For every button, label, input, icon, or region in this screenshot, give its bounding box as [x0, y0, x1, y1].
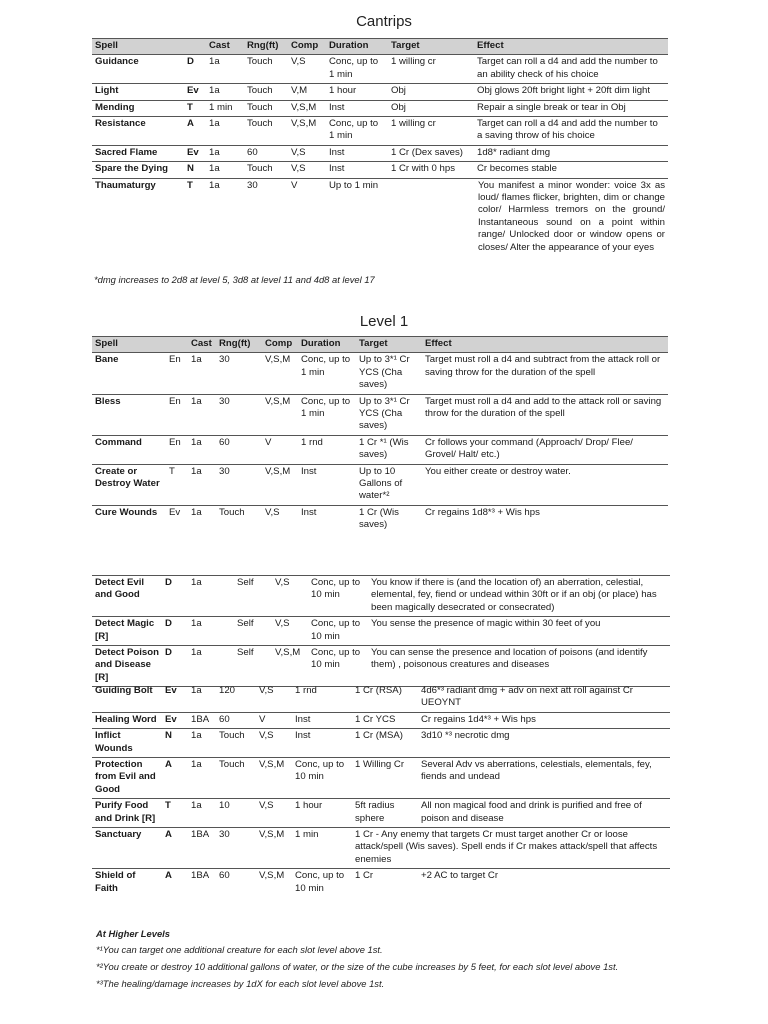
spell-name: Detect Evil and Good [95, 577, 145, 601]
spell-name: Create or Destroy Water [95, 465, 160, 490]
spell-comp: V [291, 179, 298, 191]
cantrips-footnote: *dmg increases to 2d8 at level 5, 3d8 at level 11 and 4d8 at level 17 [94, 274, 375, 285]
spell-comp: V,S,M [259, 759, 285, 771]
level1-header-row [92, 337, 668, 353]
spell-duration: Conc, up to 1 min [301, 395, 351, 420]
spell-comp: V,S [291, 163, 306, 175]
spell-effect: You can sense the presence and location of poisons (and identify them) , poisonous creatures and diseases [371, 647, 648, 671]
col-cast: Cast [206, 39, 244, 55]
spell-duration: 1 hour [295, 800, 323, 812]
table-row [92, 729, 670, 758]
spell-name: Command [95, 436, 142, 448]
col-comp: Comp [288, 39, 326, 55]
table-row [92, 464, 668, 505]
spell-cast: 1 min [209, 101, 233, 113]
table-row [92, 145, 668, 161]
spell-name: Cure Wounds [95, 506, 158, 518]
spell-range: Self [237, 577, 254, 588]
spell-cast: 1a [191, 354, 202, 366]
spell-duration: 1 hour [329, 85, 357, 97]
spell-effect: You sense the presence of magic within 30 feet of you [371, 618, 601, 630]
spell-comp: V,S [291, 56, 306, 68]
spell-school: T [169, 465, 175, 477]
spell-cast: 1a [209, 163, 220, 175]
spell-school: T [187, 101, 193, 113]
spell-effect: Target can roll a d4 and add the number to an ability check of his choice [477, 56, 658, 80]
spell-school: A [165, 870, 172, 882]
spell-name: Spare the Dying [95, 163, 169, 175]
spell-school: N [165, 730, 172, 742]
spell-range: Self [237, 647, 254, 659]
spell-effect: Cr regains 1d4*³ + Wis hps [421, 713, 536, 725]
spell-range: 30 [219, 465, 230, 477]
spell-comp: V,S [275, 618, 290, 630]
spell-name: Light [95, 85, 119, 97]
spell-comp: V,S [291, 146, 306, 158]
col-comp: Comp [262, 337, 298, 353]
table-row [92, 576, 670, 617]
spell-name: Bane [95, 354, 119, 366]
spell-comp: V,S,M [265, 395, 291, 407]
spell-duration: Inst [329, 163, 345, 175]
spell-duration: Inst [329, 146, 345, 158]
spell-target: 1 willing cr [391, 118, 436, 130]
spell-effect: Cr becomes stable [477, 163, 557, 175]
spell-school: A [187, 118, 194, 130]
spell-name: Mending [95, 101, 135, 113]
spell-school: D [165, 618, 172, 630]
table-row [92, 117, 668, 146]
spell-range: Self [237, 618, 254, 630]
table-row [92, 55, 668, 84]
table-row [92, 758, 670, 799]
spell-comp: V [259, 713, 266, 725]
col-range: Rng(ft) [244, 39, 288, 55]
spell-cast: 1a [191, 395, 202, 407]
spell-range: Touch [247, 56, 273, 68]
spell-target: Up to 10 Gallons of water*² [359, 465, 403, 502]
col-spell: Spell [92, 39, 184, 55]
spell-range: 30 [219, 395, 230, 407]
spell-effect: 1d8* radiant dmg [477, 146, 551, 158]
spell-range: Touch [247, 101, 273, 113]
spell-comp: V [265, 436, 272, 448]
table-row [92, 828, 670, 869]
spell-school: En [169, 354, 181, 366]
spell-school: Ev [165, 713, 177, 725]
spell-cast: 1a [191, 800, 202, 812]
table-row [92, 162, 668, 178]
spell-name: Guiding Bolt [95, 685, 153, 696]
col-effect: Effect [474, 39, 668, 55]
higher-levels-heading: At Higher Levels [96, 928, 170, 939]
spell-name: Guidance [95, 56, 139, 68]
col-target: Target [388, 39, 474, 55]
footnote-2: *²You create or destroy 10 additional gallons of water, or the size of the cube increases by 5 feet, for each slot level above 1st. [96, 961, 619, 972]
spell-target: Up to 3*¹ Cr YCS (Cha saves) [359, 395, 410, 432]
table-row [92, 435, 668, 464]
spell-comp: V,S [259, 800, 274, 812]
spell-range: 120 [219, 685, 236, 696]
table-row [92, 353, 668, 394]
spell-effect: Repair a single break or tear in Obj [477, 101, 626, 113]
spell-target: 1 willing cr [391, 56, 436, 68]
level1-cont-table-2 [92, 684, 670, 897]
col-school [166, 337, 188, 353]
spell-target: Obj [391, 101, 406, 113]
spell-range: 30 [219, 354, 230, 366]
spell-name: Purify Food and Drink [R] [95, 800, 156, 824]
spell-target: 1 Cr (Dex saves) [391, 146, 463, 158]
spell-duration: Inst [329, 101, 345, 113]
spell-name: Healing Word [95, 713, 157, 725]
spell-range: 60 [219, 870, 230, 882]
spell-duration: 1 min [295, 829, 319, 841]
spell-duration: Up to 1 min [329, 179, 379, 191]
spell-comp: V,M [291, 85, 308, 97]
spell-effect: Target can roll a d4 and add the number to a saving throw of his choice [477, 118, 658, 142]
spell-effect: 3d10 *³ necrotic dmg [421, 730, 510, 742]
spell-effect: +2 AC to target Cr [421, 870, 499, 882]
spell-cast: 1a [191, 759, 202, 771]
table-row [92, 505, 668, 533]
spell-duration: Conc, up to 10 min [295, 759, 345, 783]
spell-name: Sanctuary [95, 829, 142, 841]
spell-school: D [165, 577, 172, 588]
spell-name: Shield of Faith [95, 870, 136, 894]
spell-effect: Target must roll a d4 and subtract from the attack roll or saving throw for the duration of the spell [425, 354, 661, 378]
spell-range: 60 [219, 713, 230, 725]
spell-target: 5ft radius sphere [355, 800, 395, 824]
footnote-3: *³The healing/damage increases by 1dX for each slot level above 1st. [96, 978, 385, 989]
spell-range: Touch [247, 118, 273, 130]
spell-target: 1 Willing Cr [355, 759, 405, 771]
spell-duration: Inst [295, 730, 311, 742]
spell-target: 1 Cr (MSA) [355, 730, 403, 742]
spell-effect: Cr follows your command (Approach/ Drop/ Flee/ Grovel/ Halt/ etc.) [425, 436, 633, 461]
spell-comp: V,S,M [259, 870, 285, 882]
spell-range: 60 [247, 146, 258, 158]
spell-target: Obj [391, 85, 406, 97]
cantrips-header-row [92, 39, 668, 55]
spell-school: En [169, 436, 181, 448]
spell-effect: You know if there is (and the location of) an aberration, celestial, elemental, fey, fiend or undead within 30ft or if an obj (or place) has been magically desecrated or consecrated) [371, 577, 657, 613]
col-spell: Spell [92, 337, 166, 353]
col-range: Rng(ft) [216, 337, 262, 353]
level1-cont-table [92, 575, 670, 687]
spell-comp: V,S [259, 685, 274, 696]
spell-cast: 1a [191, 506, 202, 518]
spell-duration: 1 rnd [295, 685, 317, 696]
spell-school: N [187, 163, 194, 175]
spell-comp: V,S,M [275, 647, 301, 659]
spell-duration: Inst [295, 713, 311, 725]
cantrips-table [92, 38, 668, 256]
higher-levels-notes [96, 927, 676, 990]
spell-range: Touch [219, 730, 245, 742]
level1-title: Level 1 [359, 313, 409, 330]
spell-cast: 1a [191, 465, 202, 477]
col-cast: Cast [188, 337, 216, 353]
spell-school: Ev [187, 146, 199, 158]
spell-cast: 1a [191, 577, 202, 588]
spell-school: Ev [169, 506, 181, 518]
spell-name: Detect Magic [R] [95, 618, 155, 642]
spell-cast: 1a [209, 179, 220, 191]
table-row [92, 100, 668, 116]
spell-school: D [187, 56, 194, 68]
table-row [92, 394, 668, 435]
spell-range: Touch [219, 506, 245, 518]
spell-duration: Conc, up to 10 min [295, 870, 345, 894]
table-row [92, 799, 670, 828]
spell-effect: Several Adv vs aberrations, celestials, elementals, fey, fiends and undead [421, 759, 652, 783]
spell-school: T [187, 179, 193, 191]
spell-duration: Conc, up to 10 min [311, 618, 361, 642]
spell-school: A [165, 829, 172, 841]
spell-comp: V,S,M [259, 829, 285, 841]
spell-comp: V,S,M [291, 101, 317, 113]
spell-range: Touch [219, 759, 245, 771]
spell-effect: 4d6*³ radiant dmg + adv on next att roll against Cr UEOYNT [421, 685, 633, 709]
spell-comp: V,S,M [265, 354, 291, 366]
spell-name: Detect Poison and Disease [R] [95, 647, 159, 683]
spell-duration: Inst [301, 506, 317, 518]
spell-duration: Conc, up to 1 min [329, 56, 379, 80]
spell-target: 1 Cr - Any enemy that targets Cr must target another Cr or loose attack/spell (Wis saves). Spell ends if Cr makes attack/spell that affects enemies [355, 829, 658, 865]
spell-name: Sacred Flame [95, 146, 158, 158]
spell-name: Protection from Evil and Good [95, 759, 156, 795]
spell-effect: All non magical food and drink is purified and free of poison and disease [421, 800, 642, 824]
spell-cast: 1BA [191, 829, 210, 841]
table-row [92, 84, 668, 100]
spell-target: 1 Cr [355, 870, 374, 882]
spell-name: Inflict Wounds [95, 730, 133, 754]
spell-name: Resistance [95, 118, 146, 130]
spell-school: T [165, 800, 171, 812]
spell-cast: 1a [209, 56, 220, 68]
spell-target: 1 Cr (RSA) [355, 685, 402, 696]
spell-target: Up to 3*¹ Cr YCS (Cha saves) [359, 354, 410, 391]
table-row [92, 869, 670, 897]
spell-cast: 1BA [191, 870, 210, 882]
spell-comp: V,S [275, 577, 290, 588]
spell-range: Touch [247, 163, 273, 175]
spell-name: Bless [95, 395, 121, 407]
spell-cast: 1a [191, 730, 202, 742]
spell-range: 10 [219, 800, 230, 812]
spell-cast: 1a [209, 146, 220, 158]
cantrips-title: Cantrips [356, 13, 412, 30]
col-duration: Duration [326, 39, 388, 55]
col-effect: Effect [422, 337, 668, 353]
spell-duration: Conc, up to 10 min [311, 577, 361, 601]
spell-cast: 1a [209, 85, 220, 97]
spell-comp: V,S [259, 730, 274, 742]
spell-cast: 1BA [191, 713, 210, 725]
level1-table [92, 336, 668, 534]
spell-school: En [169, 395, 181, 407]
spell-target: 1 Cr with 0 hps [391, 163, 455, 175]
spell-school: Ev [165, 685, 177, 696]
spell-duration: 1 rnd [301, 436, 323, 448]
spell-range: 30 [219, 829, 230, 841]
spell-duration: Inst [301, 465, 317, 477]
col-target: Target [356, 337, 422, 353]
spell-duration: Conc, up to 10 min [311, 647, 361, 671]
spell-target: 1 Cr *¹ (Wis saves) [359, 436, 409, 461]
spell-name: Thaumaturgy [95, 179, 156, 191]
table-row [92, 178, 668, 256]
spell-comp: V,S [265, 506, 280, 518]
spell-effect: You either create or destroy water. [425, 465, 571, 477]
spell-cast: 1a [191, 685, 202, 696]
spell-duration: Conc, up to 1 min [329, 118, 379, 142]
spell-range: Touch [247, 85, 273, 97]
spell-school: D [165, 647, 172, 659]
spell-school: A [165, 759, 172, 771]
table-row [92, 646, 670, 687]
spell-target: 1 Cr YCS [355, 713, 396, 725]
spell-cast: 1a [209, 118, 220, 130]
spell-comp: V,S,M [291, 118, 317, 130]
col-duration: Duration [298, 337, 356, 353]
table-row [92, 684, 670, 712]
spell-cast: 1a [191, 436, 202, 448]
spell-range: 30 [247, 179, 258, 191]
spell-effect: Cr regains 1d8*³ + Wis hps [425, 506, 540, 518]
footnote-1: *¹You can target one additional creature for each slot level above 1st. [96, 944, 383, 955]
spell-effect: Obj glows 20ft bright light + 20ft dim light [477, 85, 651, 97]
spell-duration: Conc, up to 1 min [301, 354, 351, 378]
table-row [92, 617, 670, 646]
spell-cast: 1a [191, 647, 202, 659]
spell-target: 1 Cr (Wis saves) [359, 506, 399, 531]
spell-comp: V,S,M [265, 465, 291, 477]
spell-effect: You manifest a minor wonder: voice 3x as loud/ flames flicker, brighten, dim or change color/ Harmless tremors on the ground/ Instantaneous sound on a point within range/ Unlocked door or window opens or closes/ Alter the appearance of your eyes [478, 179, 665, 253]
table-row [92, 712, 670, 728]
spell-school: Ev [187, 85, 199, 97]
col-school [184, 39, 206, 55]
spell-range: 60 [219, 436, 230, 448]
spell-effect: Target must roll a d4 and add to the attack roll or saving throw for the duration of the spell [425, 395, 662, 420]
spell-cast: 1a [191, 618, 202, 630]
